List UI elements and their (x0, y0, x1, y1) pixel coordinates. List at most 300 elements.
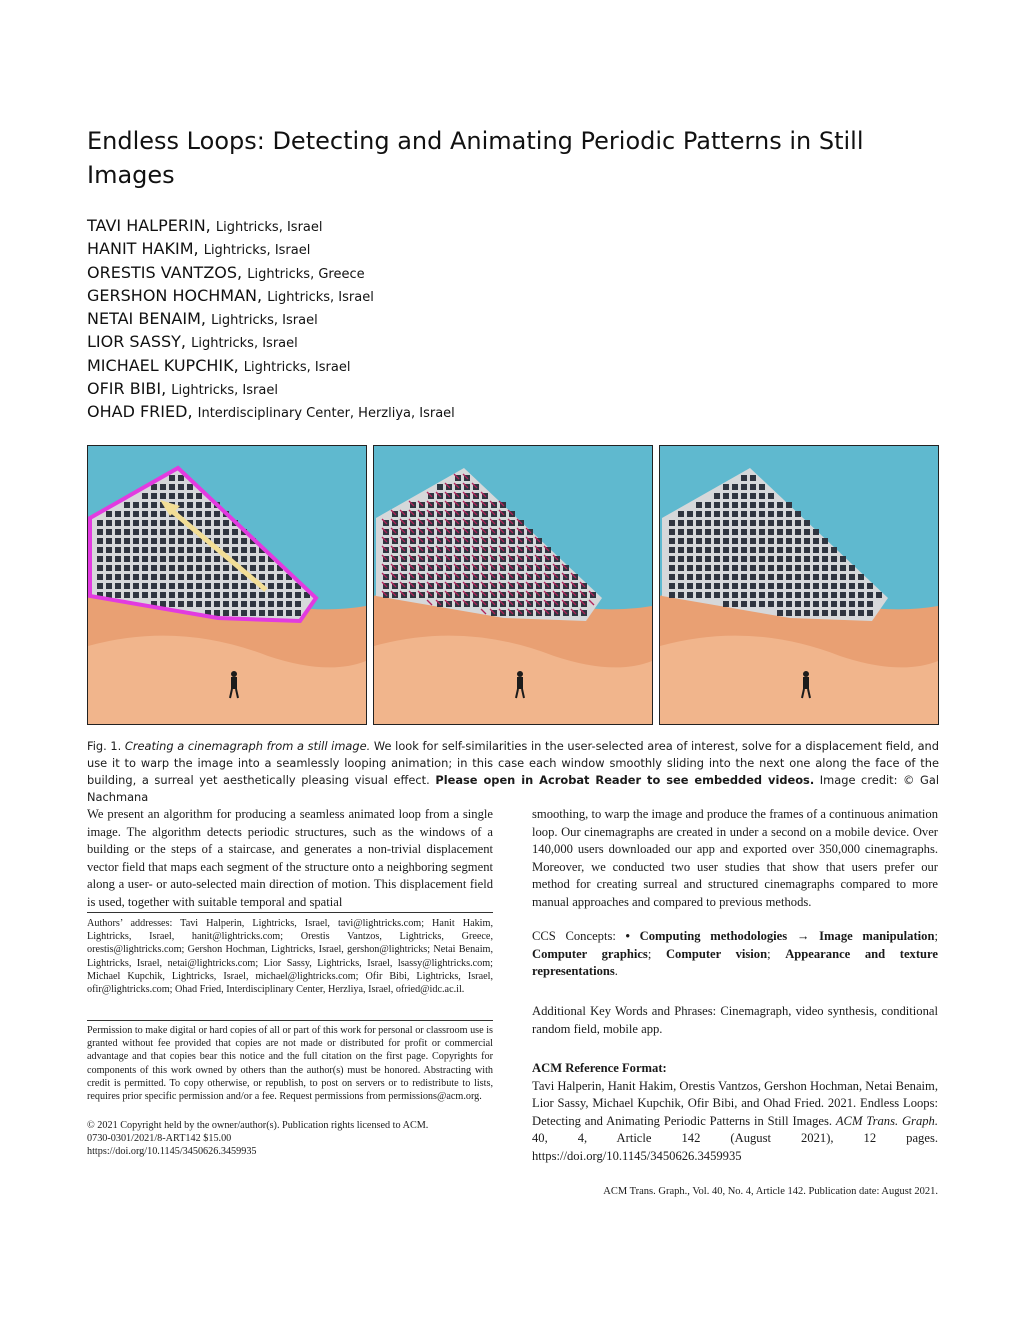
window (277, 592, 283, 598)
window (741, 574, 747, 580)
window (277, 601, 283, 607)
window (750, 475, 756, 481)
figure-panel-result (659, 445, 939, 725)
window (169, 520, 175, 526)
window (124, 538, 130, 544)
author-entry (87, 400, 455, 423)
window (777, 601, 783, 607)
author-entry (87, 261, 455, 284)
window (804, 529, 810, 535)
window (669, 556, 675, 562)
window (178, 574, 184, 580)
window (723, 565, 729, 571)
window (777, 502, 783, 508)
window (160, 493, 166, 499)
window (142, 493, 148, 499)
window (849, 565, 855, 571)
window (268, 565, 274, 571)
window (142, 565, 148, 571)
window (831, 547, 837, 553)
window (732, 529, 738, 535)
window (250, 556, 256, 562)
window (678, 574, 684, 580)
window (840, 565, 846, 571)
window (831, 601, 837, 607)
window (97, 529, 103, 535)
author-affiliation: Lightricks, Israel (171, 383, 278, 399)
window (133, 583, 139, 589)
window (169, 493, 175, 499)
window (437, 484, 443, 490)
window (160, 583, 166, 589)
window (669, 583, 675, 589)
window (259, 556, 265, 562)
window (786, 511, 792, 517)
window (858, 574, 864, 580)
ccs-concepts (532, 928, 938, 981)
author-name: MICHAEL KUPCHIK, (87, 355, 239, 375)
window (232, 547, 238, 553)
window (205, 592, 211, 598)
window (678, 511, 684, 517)
window (223, 601, 229, 607)
abstract-text: We present an algorithm for producing a seamless animated loop from a single image. The algorithm detects periodic structures, such as the windows of a building or the steps of a staircase, and generates a non-trivial displacement vector field that maps each segment of the structure onto a neighboring segment along a user- or auto-selected main direction of motion. This displacement field is used, together with suitable temporal and spatial (87, 807, 493, 909)
figure-image-vectors (374, 446, 652, 724)
window (223, 583, 229, 589)
window (133, 592, 139, 598)
window (133, 547, 139, 553)
keywords-label: Additional Key Words and Phrases: (532, 1004, 717, 1018)
window (858, 601, 864, 607)
window (732, 520, 738, 526)
window (250, 592, 256, 598)
window (687, 583, 693, 589)
window (741, 601, 747, 607)
window (768, 601, 774, 607)
window (822, 583, 828, 589)
window (741, 493, 747, 499)
window (142, 511, 148, 517)
window (241, 556, 247, 562)
window (250, 565, 256, 571)
window (669, 529, 675, 535)
author-affiliation: Lightricks, Greece (247, 266, 365, 282)
window (723, 592, 729, 598)
window (178, 583, 184, 589)
window (849, 610, 855, 616)
window (223, 529, 229, 535)
window (768, 520, 774, 526)
window (822, 574, 828, 580)
ccs-term: Computer graphics (532, 946, 648, 961)
window (714, 565, 720, 571)
window (223, 592, 229, 598)
ccs-separator: ; (767, 946, 771, 961)
window (160, 484, 166, 490)
window (714, 583, 720, 589)
window (295, 601, 301, 607)
window (759, 484, 765, 490)
window (160, 592, 166, 598)
window (777, 592, 783, 598)
author-list (87, 214, 455, 424)
window (867, 610, 873, 616)
window (831, 565, 837, 571)
window (187, 502, 193, 508)
figure-caption-credit: Image credit: © Gal Nachmana (87, 773, 940, 804)
figure-panel-vectors (373, 445, 653, 725)
author-affiliation: Lightricks, Israel (267, 289, 374, 305)
window (133, 538, 139, 544)
window (259, 574, 265, 580)
window (142, 547, 148, 553)
window (259, 610, 265, 616)
window (759, 511, 765, 517)
window (795, 565, 801, 571)
author-name: GERSHON HOCHMAN, (87, 285, 263, 305)
window (777, 583, 783, 589)
window (142, 583, 148, 589)
window (232, 538, 238, 544)
window (732, 484, 738, 490)
window (768, 556, 774, 562)
window (196, 592, 202, 598)
window (124, 583, 130, 589)
window (205, 520, 211, 526)
window (714, 538, 720, 544)
window (268, 574, 274, 580)
window (741, 556, 747, 562)
window (705, 574, 711, 580)
window (205, 511, 211, 517)
window (750, 592, 756, 598)
window (804, 520, 810, 526)
window (858, 583, 864, 589)
window (777, 529, 783, 535)
window (696, 556, 702, 562)
window (813, 538, 819, 544)
window (813, 547, 819, 553)
window (178, 547, 184, 553)
window (723, 574, 729, 580)
window (786, 502, 792, 508)
keywords-text: Cinemagraph, video synthesis, conditional random field, mobile app. (532, 1004, 938, 1036)
window (714, 493, 720, 499)
figure-caption-title: Creating a cinemagraph from a still image. (124, 739, 371, 753)
window (115, 583, 121, 589)
window (196, 565, 202, 571)
window (678, 556, 684, 562)
window (160, 529, 166, 535)
window (277, 610, 283, 616)
ccs-separator: ; (647, 946, 652, 961)
window (696, 538, 702, 544)
window (214, 520, 220, 526)
window (723, 556, 729, 562)
window (115, 592, 121, 598)
window (178, 529, 184, 535)
window (214, 529, 220, 535)
window (759, 502, 765, 508)
window (768, 592, 774, 598)
window (768, 538, 774, 544)
window (232, 592, 238, 598)
window (277, 574, 283, 580)
window (187, 538, 193, 544)
window (723, 484, 729, 490)
window (223, 520, 229, 526)
window (250, 610, 256, 616)
window (714, 592, 720, 598)
window (196, 583, 202, 589)
window (750, 502, 756, 508)
window (133, 502, 139, 508)
window (705, 583, 711, 589)
window (795, 601, 801, 607)
window (97, 565, 103, 571)
window (214, 556, 220, 562)
window (804, 565, 810, 571)
window (777, 547, 783, 553)
window (151, 547, 157, 553)
window (178, 556, 184, 562)
window (115, 538, 121, 544)
window (696, 529, 702, 535)
window (106, 529, 112, 535)
window (840, 556, 846, 562)
window (97, 583, 103, 589)
window (124, 520, 130, 526)
window (106, 583, 112, 589)
window (732, 538, 738, 544)
window (268, 583, 274, 589)
window (858, 592, 864, 598)
window (786, 556, 792, 562)
window (759, 520, 765, 526)
window (696, 502, 702, 508)
window (840, 583, 846, 589)
window (822, 556, 828, 562)
window (169, 583, 175, 589)
author-name: NETAI BENAIM, (87, 309, 206, 329)
window (714, 520, 720, 526)
window (124, 556, 130, 562)
window (795, 556, 801, 562)
window (223, 565, 229, 571)
window (831, 574, 837, 580)
window (151, 592, 157, 598)
window (750, 493, 756, 499)
window (106, 520, 112, 526)
window (696, 520, 702, 526)
window (669, 520, 675, 526)
window (151, 502, 157, 508)
window (705, 556, 711, 562)
abstract-continued: smoothing, to warp the image and produce the frames of a continuous animation loop. Our cinemagraphs are created in under a second on a mobile device. Over 140,000 users downloaded our app and exported over 350,000 cinemagraphs. Moreover, we conducted two user studies that show that users prefer our method for creating surreal and structured cinemagraphs compared to more manual approaches and compared to previous methods. (532, 807, 938, 909)
window (106, 565, 112, 571)
copyright-block (87, 1119, 493, 1159)
window (277, 583, 283, 589)
window (822, 538, 828, 544)
window (160, 547, 166, 553)
author-affiliation: Lightricks, Israel (191, 336, 298, 352)
window (133, 556, 139, 562)
window (732, 502, 738, 508)
window (687, 547, 693, 553)
additional-keywords (532, 1003, 938, 1038)
window (214, 610, 220, 616)
window (106, 538, 112, 544)
window (133, 574, 139, 580)
window (124, 502, 130, 508)
window (786, 601, 792, 607)
window (714, 529, 720, 535)
window (795, 529, 801, 535)
window (804, 547, 810, 553)
window (187, 574, 193, 580)
window (750, 511, 756, 517)
window (97, 556, 103, 562)
author-affiliation: Lightricks, Israel (211, 313, 318, 329)
window (732, 547, 738, 553)
window (750, 556, 756, 562)
window (678, 565, 684, 571)
window (714, 502, 720, 508)
window (178, 565, 184, 571)
copyright-line: © 2021 Copyright held by the owner/author(s). Publication rights licensed to ACM. (87, 1120, 429, 1131)
window (196, 574, 202, 580)
window (286, 583, 292, 589)
window (151, 529, 157, 535)
window (759, 565, 765, 571)
window (678, 592, 684, 598)
window (196, 556, 202, 562)
window (831, 556, 837, 562)
window (750, 574, 756, 580)
footnote-divider (87, 1020, 493, 1021)
window (732, 511, 738, 517)
window (723, 601, 729, 607)
ccs-term: • Computing methodologies → Image manipulation (625, 929, 935, 943)
window (795, 538, 801, 544)
window (687, 574, 693, 580)
window (169, 601, 175, 607)
footnote-divider (87, 912, 493, 913)
window (669, 592, 675, 598)
window (241, 601, 247, 607)
window (786, 610, 792, 616)
window (705, 502, 711, 508)
window (741, 529, 747, 535)
window (151, 556, 157, 562)
window (97, 547, 103, 553)
window (214, 583, 220, 589)
window (795, 511, 801, 517)
window (759, 601, 765, 607)
window (259, 565, 265, 571)
window (169, 592, 175, 598)
window (705, 538, 711, 544)
window (741, 565, 747, 571)
window (741, 502, 747, 508)
window (169, 547, 175, 553)
author-entry (87, 330, 455, 353)
window (133, 511, 139, 517)
window (205, 565, 211, 571)
doi-line: https://doi.org/10.1145/3450626.3459935 (87, 1146, 257, 1158)
window (124, 547, 130, 553)
window (840, 574, 846, 580)
window (786, 583, 792, 589)
window (151, 574, 157, 580)
window (97, 574, 103, 580)
window (178, 484, 184, 490)
window (669, 565, 675, 571)
window (849, 601, 855, 607)
window (741, 475, 747, 481)
window (759, 592, 765, 598)
author-name: HANIT HAKIM, (87, 239, 199, 259)
window (205, 529, 211, 535)
window (741, 583, 747, 589)
acm-reference-details: 40, 4, Article 142 (August 2021), 12 pages. https://doi.org/10.1145/3450626.3459935 (532, 1131, 938, 1163)
window (732, 583, 738, 589)
window (795, 547, 801, 553)
window (133, 529, 139, 535)
window (124, 565, 130, 571)
window (115, 511, 121, 517)
window (750, 565, 756, 571)
window (786, 574, 792, 580)
window (741, 511, 747, 517)
window (741, 547, 747, 553)
window (750, 520, 756, 526)
window (813, 610, 819, 616)
window (223, 574, 229, 580)
window (169, 565, 175, 571)
window (106, 556, 112, 562)
window (151, 520, 157, 526)
acm-reference-journal: ACM Trans. Graph. (835, 1113, 938, 1128)
window (196, 520, 202, 526)
figure-caption-body: We look for self-similarities in the user-selected area of interest, solve for a displacement field, and use it to warp the image into a seamlessly looping animation; in this case each window smoothly sliding into the next one along the face of the building, a surreal yet aesthetically pleasing visual effect. (87, 739, 940, 787)
window (250, 547, 256, 553)
window (196, 502, 202, 508)
ccs-term: Computer vision (665, 946, 768, 961)
window (705, 592, 711, 598)
window (142, 592, 148, 598)
window (777, 511, 783, 517)
window (124, 592, 130, 598)
window (723, 547, 729, 553)
window (196, 493, 202, 499)
window (160, 574, 166, 580)
ccs-term: Appearance and texture representations (532, 946, 938, 978)
acm-reference-heading: ACM Reference Format: (532, 1061, 667, 1075)
window (678, 529, 684, 535)
issn-line: 0730-0301/2021/8-ART142 $15.00 (87, 1133, 232, 1145)
window (759, 574, 765, 580)
window (205, 583, 211, 589)
window (813, 574, 819, 580)
window (741, 520, 747, 526)
window (741, 592, 747, 598)
author-affiliation: Lightricks, Israel (243, 359, 351, 375)
figure-panel-selection (87, 445, 367, 725)
window (187, 484, 193, 490)
window (669, 538, 675, 544)
window (115, 520, 121, 526)
